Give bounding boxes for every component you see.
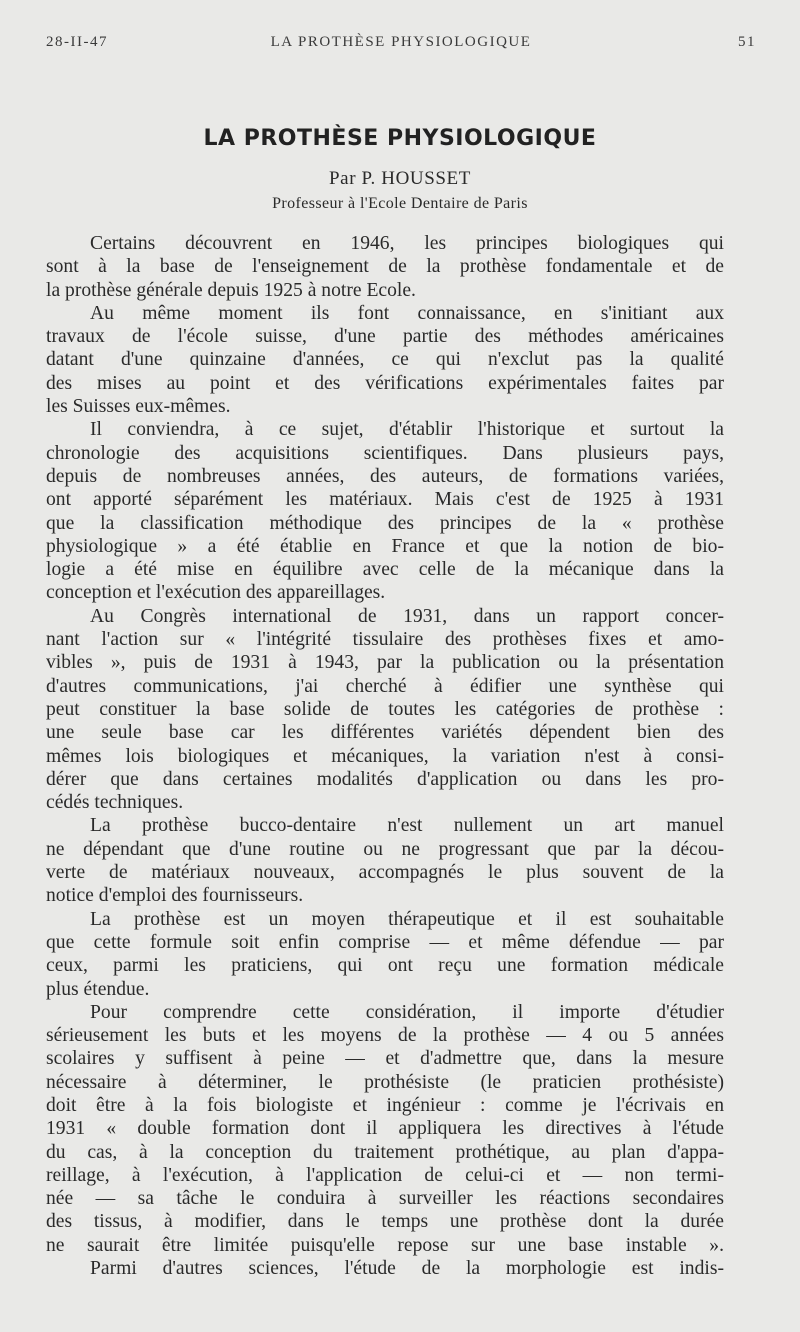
text-line: que cette formule soit enfin comprise — et même défendue — par [46, 931, 724, 953]
text-line: mêmes lois biologiques et mécaniques, la variation n'est à consi- [46, 745, 724, 767]
text-line: La prothèse est un moyen thérapeutique et il est souhaitable [90, 908, 724, 930]
text-line: datant d'une quinzaine d'années, ce qui n'exclut pas la qualité [46, 349, 724, 371]
text-line: scolaires y suffisent à peine — et d'admettre que, dans la mesure [46, 1048, 724, 1070]
issue-date: 28-II-47 [46, 34, 108, 50]
text-line: des tissus, à modifier, dans le temps une prothèse dont la durée [46, 1211, 724, 1233]
text-line: reillage, à l'exécution, à l'application de celui-ci et — non termi- [46, 1164, 724, 1186]
text-line: nant l'action sur « l'intégrité tissulaire des prothèses fixes et amo- [46, 629, 724, 651]
text-line: d'autres communications, j'ai cherché à édifier une synthèse qui [46, 675, 724, 697]
text-line: Au Congrès international de 1931, dans un rapport concer- [90, 605, 724, 627]
text-line: Parmi d'autres sciences, l'étude de la morphologie est indis- [90, 1258, 724, 1280]
text-line: chronologie des acquisitions scientifiques. Dans plusieurs pays, [46, 442, 724, 464]
text-line: ne saurait être limitée puisqu'elle repose sur une base instable ». [46, 1234, 724, 1256]
text-line: vibles », puis de 1931 à 1943, par la publication ou la présentation [46, 652, 724, 674]
text-line: cédés techniques. [46, 792, 184, 814]
text-line: une seule base car les différentes variétés dépendent bien des [46, 722, 724, 744]
author-affiliation: Professeur à l'Ecole Dentaire de Paris [272, 195, 528, 212]
text-line: sont à la base de l'enseignement de la prothèse fondamentale et de [46, 256, 724, 278]
text-line: que la classification méthodique des principes de la « prothèse [46, 512, 724, 534]
text-line: dérer que dans certaines modalités d'application ou dans les pro- [46, 768, 724, 790]
text-line: verte de matériaux nouveaux, accompagnés le plus souvent de la [46, 862, 724, 884]
text-line: sérieusement les buts et les moyens de la prothèse — 4 ou 5 années [46, 1025, 724, 1047]
text-line: nécessaire à déterminer, le prothésiste (le praticien prothésiste) [46, 1071, 724, 1093]
text-line: La prothèse bucco-dentaire n'est nullement un art manuel [90, 815, 724, 837]
text-line: Au même moment ils font connaissance, en s'initiant aux [90, 302, 724, 324]
running-header [46, 34, 756, 56]
text-line: ceux, parmi les praticiens, qui ont reçu une formation médicale [46, 955, 724, 977]
text-line: Pour comprendre cette considération, il importe d'étudier [90, 1001, 724, 1023]
text-line: conception et l'exécution des appareillages. [46, 582, 386, 604]
text-line: Certains découvrent en 1946, les principes biologiques qui [90, 233, 724, 254]
article-title: LA PROTHÈSE PHYSIOLOGIQUE [203, 126, 597, 151]
text-line: doit être à la fois biologiste et ingénieur : comme je l'écrivais en [46, 1094, 724, 1116]
text-line: la prothèse générale depuis 1925 à notre Ecole. [46, 279, 416, 301]
text-line: des mises au point et des vérifications expérimentales faites par [46, 372, 724, 394]
text-line: depuis de nombreuses années, des auteurs, de formations variées, [46, 465, 724, 487]
text-line: ne dépendant que d'une routine ou ne progressant que par la décou- [46, 838, 724, 860]
text-line: travaux de l'école suisse, d'une partie des méthodes américaines [46, 326, 724, 348]
text-line: les Suisses eux-mêmes. [46, 396, 231, 418]
text-line: ont apporté séparément les matériaux. Mais c'est de 1925 à 1931 [46, 489, 724, 511]
article-byline: Par P. HOUSSET [329, 168, 471, 189]
text-line: plus étendue. [46, 978, 150, 1000]
text-line: née — sa tâche le conduira à surveiller les réactions secondaires [46, 1188, 724, 1210]
text-line: 1931 « double formation dont il appliquera les directives à l'étude [46, 1118, 724, 1140]
text-line: physiologique » a été établie en France et que la notion de bio- [46, 535, 724, 557]
text-line: Il conviendra, à ce sujet, d'établir l'historique et surtout la [90, 419, 724, 441]
text-line: notice d'emploi des fournisseurs. [46, 885, 304, 907]
running-title: LA PROTHÈSE PHYSIOLOGIQUE [270, 34, 532, 50]
article-body [46, 232, 724, 1280]
text-line: logie a été mise en équilibre avec celle de la mécanique dans la [46, 559, 724, 581]
text-line: peut constituer la base solide de toutes les catégories de prothèse : [46, 698, 724, 720]
page-number: 51 [738, 34, 756, 50]
text-line: du cas, à la conception du traitement prothétique, au plan d'appa- [46, 1141, 724, 1163]
